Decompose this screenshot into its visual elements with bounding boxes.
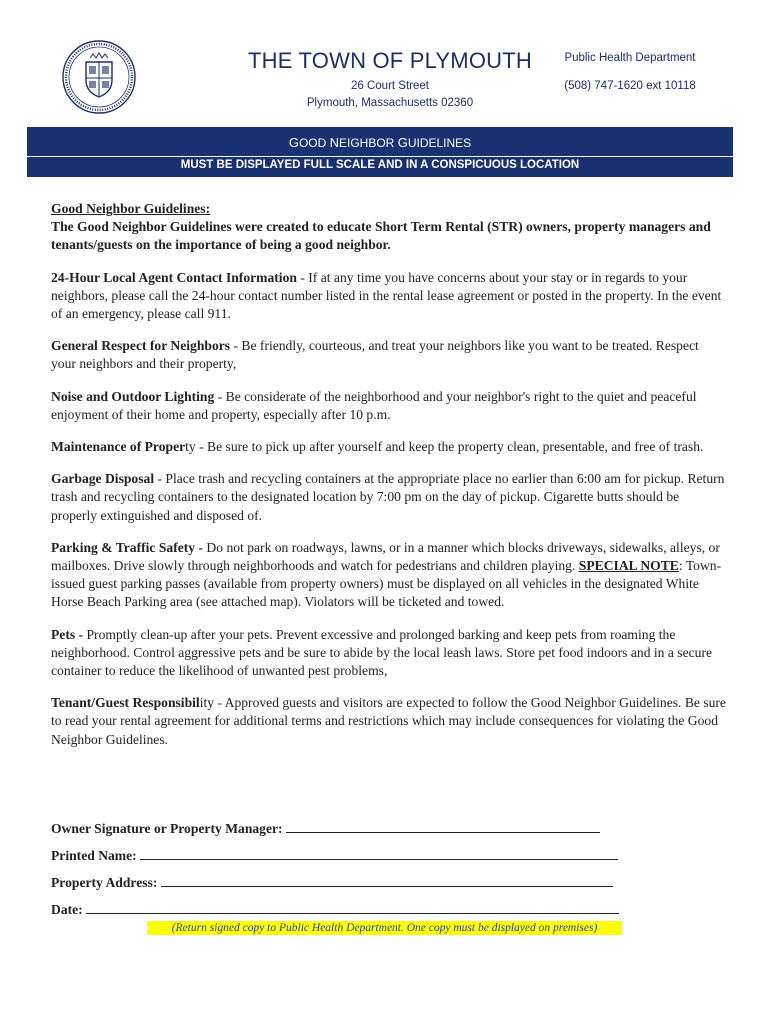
printed-name-row: Printed Name: xyxy=(51,845,618,864)
special-note: SPECIAL NOTE xyxy=(578,558,679,574)
printed-name-field[interactable] xyxy=(140,845,618,860)
intro-paragraph xyxy=(51,200,727,255)
intro-text: The Good Neighbor Guidelines were created to educate Short Term Rental (STR) owners, property managers and tenants/guests on the importance of being a good neighbor. xyxy=(51,219,711,253)
intro-heading: Good Neighbor Guidelines: xyxy=(51,201,211,216)
town-title: THE TOWN OF PLYMOUTH xyxy=(248,48,532,73)
banner-divider xyxy=(27,156,733,157)
owner-signature-row: Owner Signature or Property Manager: xyxy=(51,818,600,837)
department-name: Public Health Department xyxy=(564,52,696,64)
property-address-field[interactable] xyxy=(161,872,613,887)
section-agent-contact: 24-Hour Local Agent Contact Information - If at any time you have concerns about your stay or in regards to your neighbors, please call the 24-hour contact number listed in the rental lease agreement or posted in the property. In the event of an emergency, please call 911. xyxy=(51,269,722,322)
banner-subtitle: MUST BE DISPLAYED FULL SCALE AND IN A CONSPICUOUS LOCATION xyxy=(180,159,580,171)
section-tenant: Tenant/Guest Responsibility - Approved guests and visitors are expected to follow the Good Neighbor Guidelines. Be sure to read your rental agreement for additional terms and restrictions which may include consequences for violating the Good Neighbor Guidelines. xyxy=(51,695,726,747)
date-field[interactable] xyxy=(86,899,619,914)
guidelines-body xyxy=(51,200,727,763)
section-respect: General Respect for Neighbors - Be friendly, courteous, and treat your neighbors like you want to be treated. Respect your neighbors and their property, xyxy=(51,338,699,372)
return-instructions: (Return signed copy to Public Health Department. One copy must be displayed on premises) xyxy=(147,921,622,935)
section-pets: Pets - Promptly clean-up after your pets. Prevent excessive and prolonged barking and keep pets from roaming the neighborhood. Control aggressive pets and be sure to abide by the local leash laws. Store pet food indoors and in a secure container to reduce the likelihood of unwanted pest problems, xyxy=(51,626,713,679)
department-phone: (508) 747-1620 ext 10118 xyxy=(564,80,696,92)
street-address: 26 Court Street xyxy=(351,80,429,92)
owner-signature-field[interactable] xyxy=(286,818,600,833)
guidelines-banner xyxy=(27,127,733,177)
section-garbage: Garbage Disposal - Place trash and recycling containers at the appropriate place no earlier than 6:00 am for pickup. Return trash and recycling containers to the designated location by 7:00 pm on the day of pickup. Cigarette butts should be properly extinguished and disposed of. xyxy=(51,471,725,523)
section-parking: Parking & Traffic Safety - Do not park on roadways, lawns, or in a manner which blocks driveways, sidewalks, alleys, or mailboxes. Drive slowly through neighborhoods and watch for pedestrians and children playing. SPECIAL NOTE: Town-issued guest parking passes (available from property owners) must be displayed on all vehicles in the designated White Horse Beach Parking area (see attached map). Violators will be ticketed and towed. xyxy=(51,539,722,610)
date-row: Date: xyxy=(51,899,619,918)
section-maintenance: Maintenance of Property - Be sure to pick up after yourself and keep the property clean, presentable, and free of trash. xyxy=(51,439,704,455)
section-noise: Noise and Outdoor Lighting - Be considerate of the neighborhood and your neighbor's right to the quiet and peaceful enjoyment of their home and property, especially after 10 p.m. xyxy=(51,388,697,422)
town-seal-logo xyxy=(62,40,136,114)
property-address-row: Property Address: xyxy=(51,872,613,891)
city-address: Plymouth, Massachusetts 02360 xyxy=(306,97,474,109)
banner-title: GOOD NEIGHBOR GUIDELINES xyxy=(288,135,472,150)
